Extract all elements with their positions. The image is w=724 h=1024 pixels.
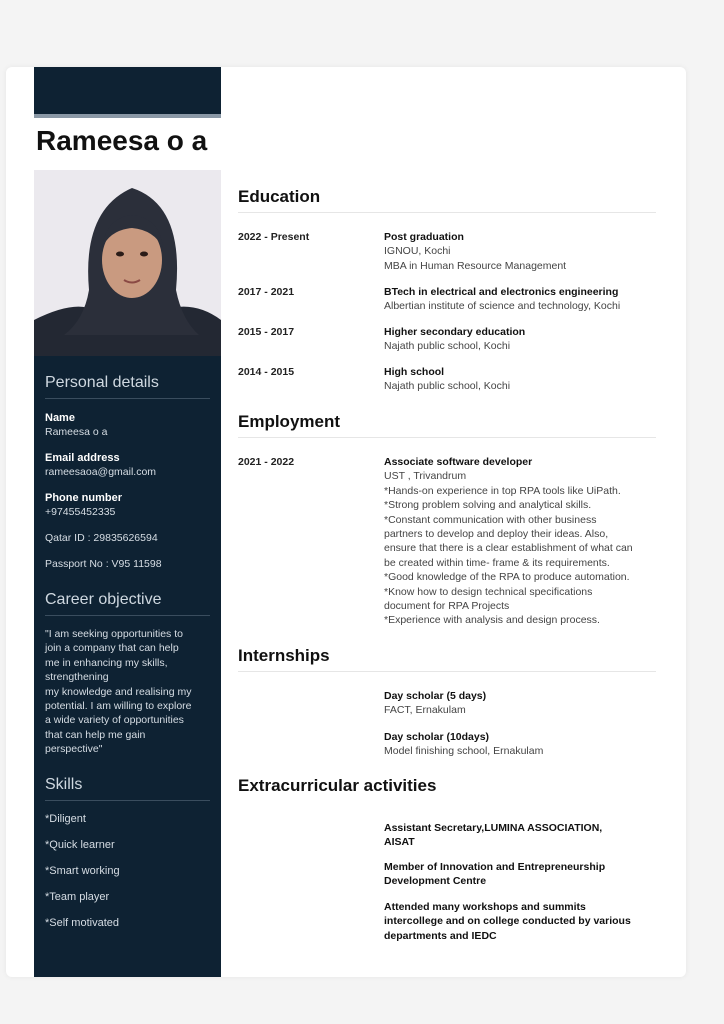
section-divider	[45, 615, 210, 616]
extracurricular-heading: Extracurricular activities	[238, 776, 437, 795]
activity-entry: Attended many workshops and summits intercollege and on college conducted by various departments and IEDC	[384, 901, 631, 942]
skill-item: *Quick learner	[45, 839, 115, 851]
activity-entry: Member of Innovation and Entrepreneurship Development Centre	[384, 861, 606, 888]
career-objective-heading: Career objective	[45, 591, 162, 608]
education-date: 2015 - 2017	[238, 326, 295, 338]
education-entry: Post graduation IGNOU, Kochi MBA in Human Resource Management	[384, 231, 567, 272]
skill-item: *Diligent	[45, 813, 86, 825]
education-heading: Education	[238, 187, 321, 206]
skill-item: *Self motivated	[45, 917, 119, 929]
qatar-id: Qatar ID : 29835626594	[45, 532, 158, 544]
header-color-block	[34, 67, 221, 114]
education-entry: BTech in electrical and electronics engineering Albertian institute of science and technology, Kochi	[384, 286, 621, 313]
education-date: 2014 - 2015	[238, 366, 295, 378]
career-objective-text: "I am seeking opportunities to join a company that can help me in enhancing my skills, strengthening my knowledge and realising my potential. I am willing to explore a wide variety of opportunities that can help me gain perspective"	[45, 628, 192, 756]
section-divider	[45, 800, 210, 801]
education-entry: High school Najath public school, Kochi	[384, 366, 511, 393]
employment-date: 2021 - 2022	[238, 456, 295, 468]
section-divider	[238, 671, 656, 672]
sidebar	[34, 170, 221, 977]
activity-entry: Assistant Secretary,LUMINA ASSOCIATION, AISAT	[384, 822, 603, 849]
personal-details-heading: Personal details	[45, 374, 159, 391]
name-label: Name	[45, 412, 75, 424]
internships-heading: Internships	[238, 646, 330, 665]
phone-value: +97455452335	[45, 506, 116, 518]
education-entry: Higher secondary education Najath public school, Kochi	[384, 326, 526, 353]
passport-number: Passport No : V95 11598	[45, 558, 162, 570]
section-divider	[45, 398, 210, 399]
profile-photo	[34, 170, 221, 356]
phone-label: Phone number	[45, 492, 123, 504]
skill-item: *Smart working	[45, 865, 120, 877]
internship-entry: Day scholar (5 days) FACT, Ernakulam	[384, 690, 487, 717]
candidate-name: Rameesa o a	[36, 125, 208, 156]
education-date: 2022 - Present	[238, 231, 310, 243]
header-accent-line	[34, 114, 221, 118]
internship-entry: Day scholar (10days) Model finishing school, Ernakulam	[384, 731, 544, 758]
skills-heading: Skills	[45, 776, 83, 793]
email-value[interactable]: rameesaoa@gmail.com	[45, 466, 157, 478]
name-value: Rameesa o a	[45, 426, 108, 438]
employment-entry: Associate software developer UST , Trivandrum *Hands-on experience in top RPA tools like UiPath. *Strong problem solving and analytical skills. *Constant communication with other business partners to develop and deploy their ideas. Also, ensure that there is a clear establishment of what can be created within time- frame & its requirements. *Good knowledge of the RPA to produce automation. *Know how to design technical specifications document for RPA Projects *Experience with analysis and design process.	[384, 456, 633, 627]
section-divider	[238, 437, 656, 438]
employment-heading: Employment	[238, 412, 341, 431]
email-label: Email address	[45, 452, 120, 464]
skill-item: *Team player	[45, 891, 110, 903]
main-content	[238, 0, 658, 1024]
education-date: 2017 - 2021	[238, 286, 295, 298]
section-divider	[238, 212, 656, 213]
